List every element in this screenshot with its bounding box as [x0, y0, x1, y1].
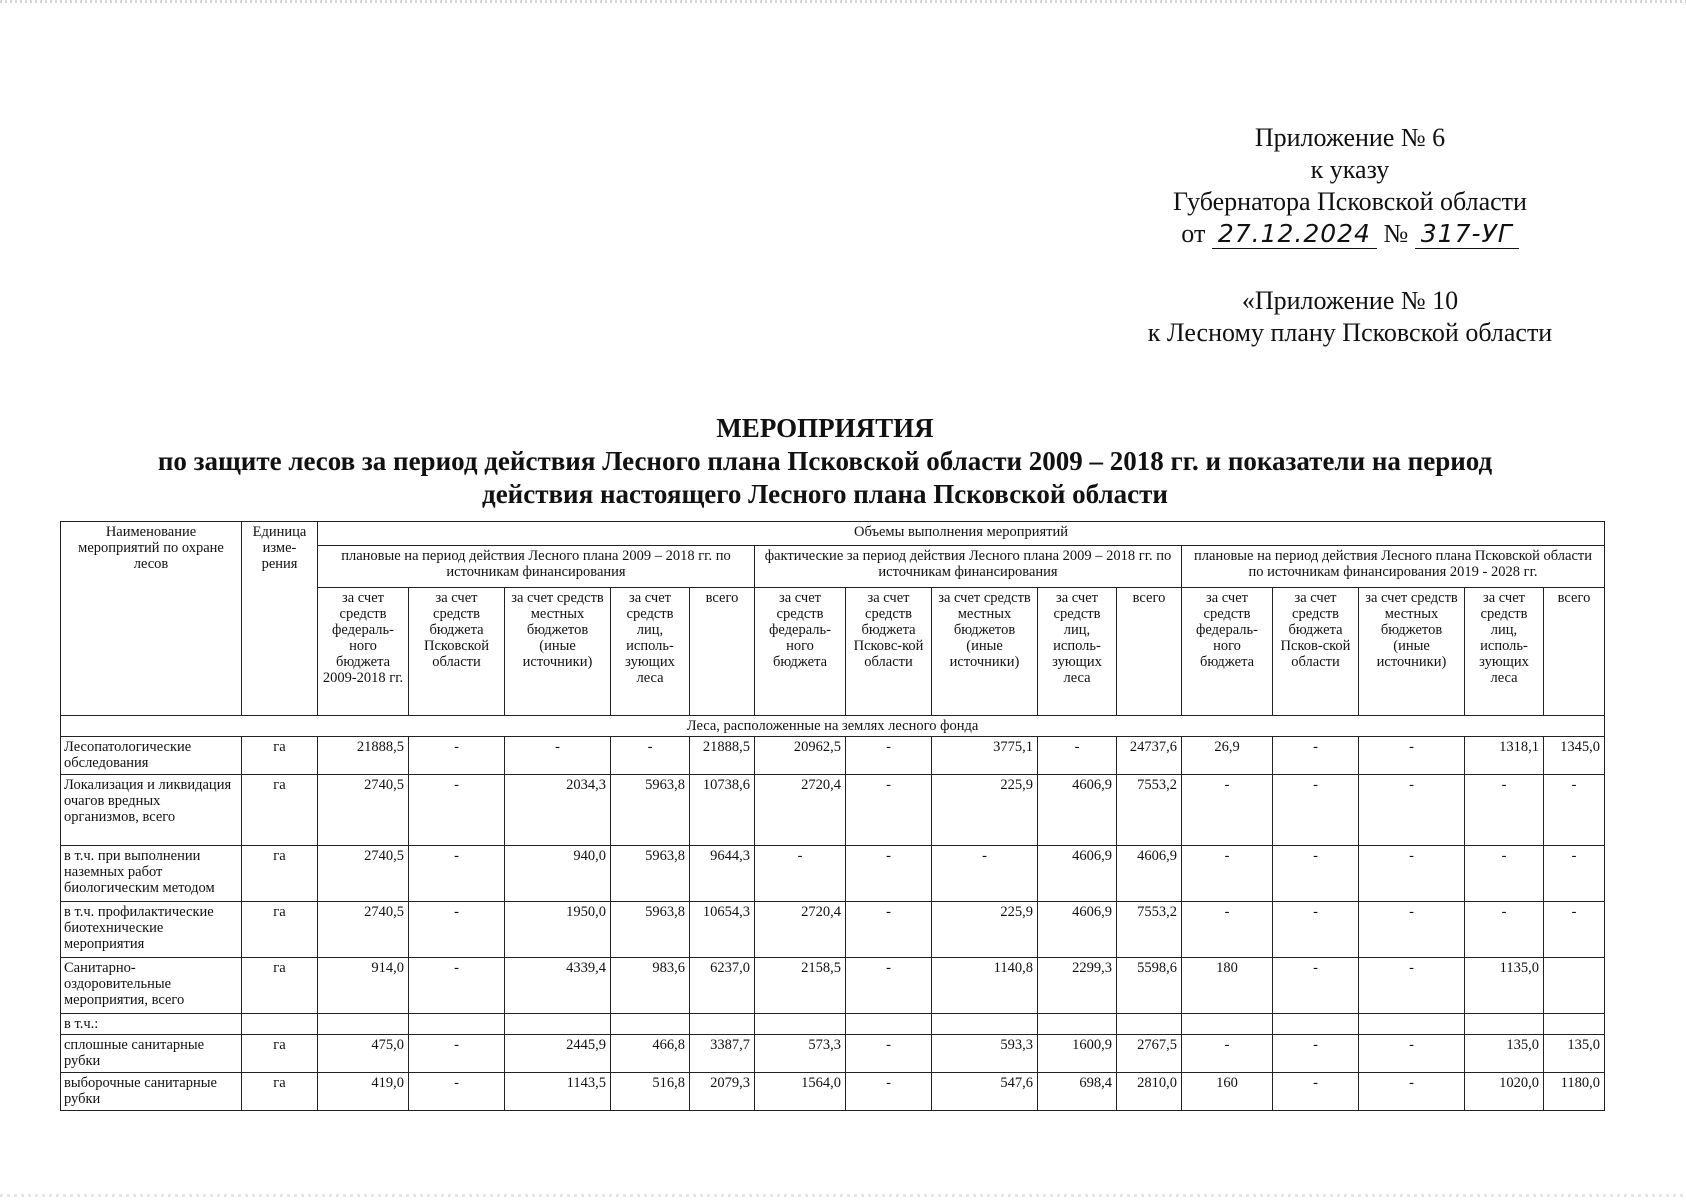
cell-value — [611, 1014, 690, 1035]
cell-value: 2299,3 — [1038, 958, 1117, 1014]
cell-value: - — [1038, 737, 1117, 775]
table-row — [61, 1014, 1605, 1035]
cell-value: - — [1465, 775, 1544, 846]
subheader-actual-1: за счет средств федераль-ного бюджета — [755, 588, 846, 716]
cell-value — [1544, 958, 1605, 1014]
cell-value: 2767,5 — [1117, 1035, 1182, 1073]
cell-value: 2445,9 — [505, 1035, 611, 1073]
cell-value: 5963,8 — [611, 846, 690, 902]
cell-value: 10738,6 — [690, 775, 755, 846]
cell-value: 2740,5 — [318, 902, 409, 958]
row-unit: га — [242, 1035, 318, 1073]
cell-value: - — [1359, 737, 1465, 775]
cell-value: 4339,4 — [505, 958, 611, 1014]
table-row — [61, 846, 1605, 902]
cell-value: 3775,1 — [932, 737, 1038, 775]
row-unit: га — [242, 737, 318, 775]
cell-value: - — [1465, 846, 1544, 902]
subheader-planned-3: за счет средств местных бюджетов (иные источники) — [505, 588, 611, 716]
cell-value: - — [846, 1073, 932, 1111]
appendix-line-3: Губернатора Псковской области — [1173, 187, 1527, 216]
cell-value: 1564,0 — [755, 1073, 846, 1111]
row-name: Санитарно-оздоровительные мероприятия, всего — [61, 958, 242, 1014]
cell-value: 1140,8 — [932, 958, 1038, 1014]
appendix-line-1: Приложение № 6 — [1254, 123, 1446, 152]
cell-value: 135,0 — [1544, 1035, 1605, 1073]
cell-value: 516,8 — [611, 1073, 690, 1111]
cell-value: 3387,7 — [690, 1035, 755, 1073]
cell-value: 4606,9 — [1038, 902, 1117, 958]
cell-value: - — [1359, 846, 1465, 902]
title-line-1: МЕРОПРИЯТИЯ — [716, 413, 934, 443]
cell-value: 940,0 — [505, 846, 611, 902]
subheader-future-5: всего — [1544, 588, 1605, 716]
cell-value: - — [409, 1035, 505, 1073]
cell-value: - — [1359, 902, 1465, 958]
appendix-stamp — [1150, 122, 1550, 250]
cell-value: - — [1182, 1035, 1273, 1073]
header-volumes: Объемы выполнения мероприятий — [318, 522, 1605, 546]
cell-value — [846, 1014, 932, 1035]
subheader-future-3: за счет средств местных бюджетов (иные источники) — [1359, 588, 1465, 716]
scan-edge-top — [0, 0, 1686, 3]
cell-value: 2740,5 — [318, 775, 409, 846]
cell-value: 7553,2 — [1117, 902, 1182, 958]
handwritten-date: 27.12.2024 — [1212, 219, 1377, 249]
cell-value: - — [1182, 846, 1273, 902]
header-unit: Единица изме-рения — [242, 522, 318, 716]
cell-value: 6237,0 — [690, 958, 755, 1014]
date-prefix: от — [1181, 219, 1206, 248]
cell-value: 1135,0 — [1465, 958, 1544, 1014]
handwritten-number: 317-УГ — [1415, 219, 1519, 249]
title-line-2: по защите лесов за период действия Лесного плана Псковской области 2009 – 2018 гг. и показатели на период — [157, 446, 1493, 476]
row-name: Локализация и ликвидация очагов вредных организмов, всего — [61, 775, 242, 846]
row-name: выборочные санитарные рубки — [61, 1073, 242, 1111]
subheader-future-2: за счет средств бюджета Псков-ской области — [1273, 588, 1359, 716]
cell-value: 21888,5 — [318, 737, 409, 775]
cell-value: - — [1273, 958, 1359, 1014]
forest-protection-table — [60, 521, 1605, 1111]
subheader-planned-2: за счет средств бюджета Псковской области — [409, 588, 505, 716]
cell-value: 2720,4 — [755, 902, 846, 958]
cell-value: 914,0 — [318, 958, 409, 1014]
cell-value — [1359, 1014, 1465, 1035]
cell-value: - — [409, 737, 505, 775]
header-group-planned-2019-2028: плановые на период действия Лесного плана Псковской области по источникам финансирования 2019 - 2028 гг. — [1182, 546, 1605, 588]
cell-value: 2158,5 — [755, 958, 846, 1014]
cell-value: 24737,6 — [1117, 737, 1182, 775]
cell-value: 2034,3 — [505, 775, 611, 846]
cell-value: 1180,0 — [1544, 1073, 1605, 1111]
row-name: в т.ч.: — [61, 1014, 242, 1035]
subheader-future-4: за счет средств лиц, исполь-зующих леса — [1465, 588, 1544, 716]
cell-value: 26,9 — [1182, 737, 1273, 775]
cell-value: 547,6 — [932, 1073, 1038, 1111]
cell-value: - — [1182, 902, 1273, 958]
cell-value: 4606,9 — [1038, 775, 1117, 846]
cell-value — [505, 1014, 611, 1035]
header-name: Наименование мероприятий по охране лесов — [61, 522, 242, 716]
subheader-planned-4: за счет средств лиц, исполь-зующих леса — [611, 588, 690, 716]
cell-value: - — [1273, 775, 1359, 846]
row-unit: га — [242, 1073, 318, 1111]
row-name: Лесопатологические обследования — [61, 737, 242, 775]
cell-value: 5963,8 — [611, 902, 690, 958]
row-unit — [242, 1014, 318, 1035]
cell-value: - — [409, 958, 505, 1014]
header-group-planned-2009-2018: плановые на период действия Лесного плана 2009 – 2018 гг. по источникам финансирования — [318, 546, 755, 588]
cell-value: 225,9 — [932, 902, 1038, 958]
cell-value: - — [409, 775, 505, 846]
cell-value: 1318,1 — [1465, 737, 1544, 775]
cell-value: - — [409, 846, 505, 902]
cell-value: 225,9 — [932, 775, 1038, 846]
cell-value: 1020,0 — [1465, 1073, 1544, 1111]
cell-value: 7553,2 — [1117, 775, 1182, 846]
scan-edge-bottom — [0, 1194, 1686, 1197]
cell-value: - — [1359, 1073, 1465, 1111]
table-row — [61, 737, 1605, 775]
cell-value — [690, 1014, 755, 1035]
cell-value: 466,8 — [611, 1035, 690, 1073]
cell-value: 2079,3 — [690, 1073, 755, 1111]
cell-value: 1345,0 — [1544, 737, 1605, 775]
cell-value: 475,0 — [318, 1035, 409, 1073]
cell-value: 983,6 — [611, 958, 690, 1014]
table-row — [61, 958, 1605, 1014]
row-unit: га — [242, 846, 318, 902]
cell-value: - — [409, 902, 505, 958]
annex-line-1: «Приложение № 10 — [1241, 286, 1459, 315]
cell-value: - — [846, 846, 932, 902]
cell-value — [1273, 1014, 1359, 1035]
section-forest-fund-lands: Леса, расположенные на землях лесного фонда — [61, 716, 1605, 737]
cell-value: 5963,8 — [611, 775, 690, 846]
cell-value: - — [505, 737, 611, 775]
subheader-actual-3: за счет средств местных бюджетов (иные источники) — [932, 588, 1038, 716]
row-unit: га — [242, 902, 318, 958]
cell-value — [755, 1014, 846, 1035]
row-name: в т.ч. при выполнении наземных работ биологическим методом — [61, 846, 242, 902]
appendix-date-line — [1150, 218, 1550, 250]
number-sign: № — [1383, 219, 1409, 248]
cell-value: - — [409, 1073, 505, 1111]
cell-value: - — [846, 737, 932, 775]
cell-value: 419,0 — [318, 1073, 409, 1111]
cell-value — [409, 1014, 505, 1035]
cell-value: 10654,3 — [690, 902, 755, 958]
table-row — [61, 902, 1605, 958]
cell-value — [932, 1014, 1038, 1035]
subheader-future-1: за счет средств федераль-ного бюджета — [1182, 588, 1273, 716]
cell-value — [1182, 1014, 1273, 1035]
cell-value — [1465, 1014, 1544, 1035]
cell-value: - — [1359, 775, 1465, 846]
cell-value: 5598,6 — [1117, 958, 1182, 1014]
annex-line-2: к Лесному плану Псковской области — [1147, 318, 1553, 347]
table-row — [61, 1073, 1605, 1111]
cell-value: - — [1359, 1035, 1465, 1073]
header-group-actual-2009-2018: фактические за период действия Лесного плана 2009 – 2018 гг. по источникам финансирования — [755, 546, 1182, 588]
cell-value: - — [611, 737, 690, 775]
cell-value: 1143,5 — [505, 1073, 611, 1111]
cell-value: 160 — [1182, 1073, 1273, 1111]
cell-value: - — [846, 775, 932, 846]
cell-value: 4606,9 — [1038, 846, 1117, 902]
cell-value: - — [846, 958, 932, 1014]
title-line-3: действия настоящего Лесного плана Псковской области — [482, 479, 1168, 509]
subheader-actual-4: за счет средств лиц, исполь-зующих леса — [1038, 588, 1117, 716]
appendix-line-2: к указу — [1310, 155, 1390, 184]
table-row — [61, 1035, 1605, 1073]
subheader-actual-2: за счет средств бюджета Псковс-кой области — [846, 588, 932, 716]
row-name: сплошные санитарные рубки — [61, 1035, 242, 1073]
cell-value: - — [1273, 1035, 1359, 1073]
subheader-planned-1: за счет средств федераль-ного бюджета 2009-2018 гг. — [318, 588, 409, 716]
row-unit: га — [242, 775, 318, 846]
cell-value — [1117, 1014, 1182, 1035]
cell-value: - — [1359, 958, 1465, 1014]
cell-value: 698,4 — [1038, 1073, 1117, 1111]
cell-value: 1600,9 — [1038, 1035, 1117, 1073]
cell-value: 1950,0 — [505, 902, 611, 958]
cell-value: - — [846, 1035, 932, 1073]
cell-value: - — [1544, 902, 1605, 958]
cell-value: - — [755, 846, 846, 902]
annex-reference — [1110, 285, 1590, 349]
cell-value: 180 — [1182, 958, 1273, 1014]
cell-value — [318, 1014, 409, 1035]
cell-value: - — [1544, 775, 1605, 846]
cell-value: 573,3 — [755, 1035, 846, 1073]
cell-value — [1544, 1014, 1605, 1035]
cell-value: - — [1273, 902, 1359, 958]
table-row — [61, 775, 1605, 846]
cell-value — [1038, 1014, 1117, 1035]
cell-value: - — [1182, 775, 1273, 846]
cell-value: 21888,5 — [690, 737, 755, 775]
cell-value: - — [1544, 846, 1605, 902]
cell-value: 2720,4 — [755, 775, 846, 846]
row-unit: га — [242, 958, 318, 1014]
cell-value: - — [1465, 902, 1544, 958]
cell-value: - — [932, 846, 1038, 902]
subheader-planned-5: всего — [690, 588, 755, 716]
cell-value: 9644,3 — [690, 846, 755, 902]
cell-value: 4606,9 — [1117, 846, 1182, 902]
cell-value: 593,3 — [932, 1035, 1038, 1073]
cell-value: 2810,0 — [1117, 1073, 1182, 1111]
cell-value: - — [846, 902, 932, 958]
cell-value: 135,0 — [1465, 1035, 1544, 1073]
cell-value: - — [1273, 1073, 1359, 1111]
row-name: в т.ч. профилактические биотехнические мероприятия — [61, 902, 242, 958]
document-title — [60, 412, 1590, 511]
cell-value: 20962,5 — [755, 737, 846, 775]
cell-value: - — [1273, 846, 1359, 902]
subheader-actual-5: всего — [1117, 588, 1182, 716]
cell-value: 2740,5 — [318, 846, 409, 902]
cell-value: - — [1273, 737, 1359, 775]
